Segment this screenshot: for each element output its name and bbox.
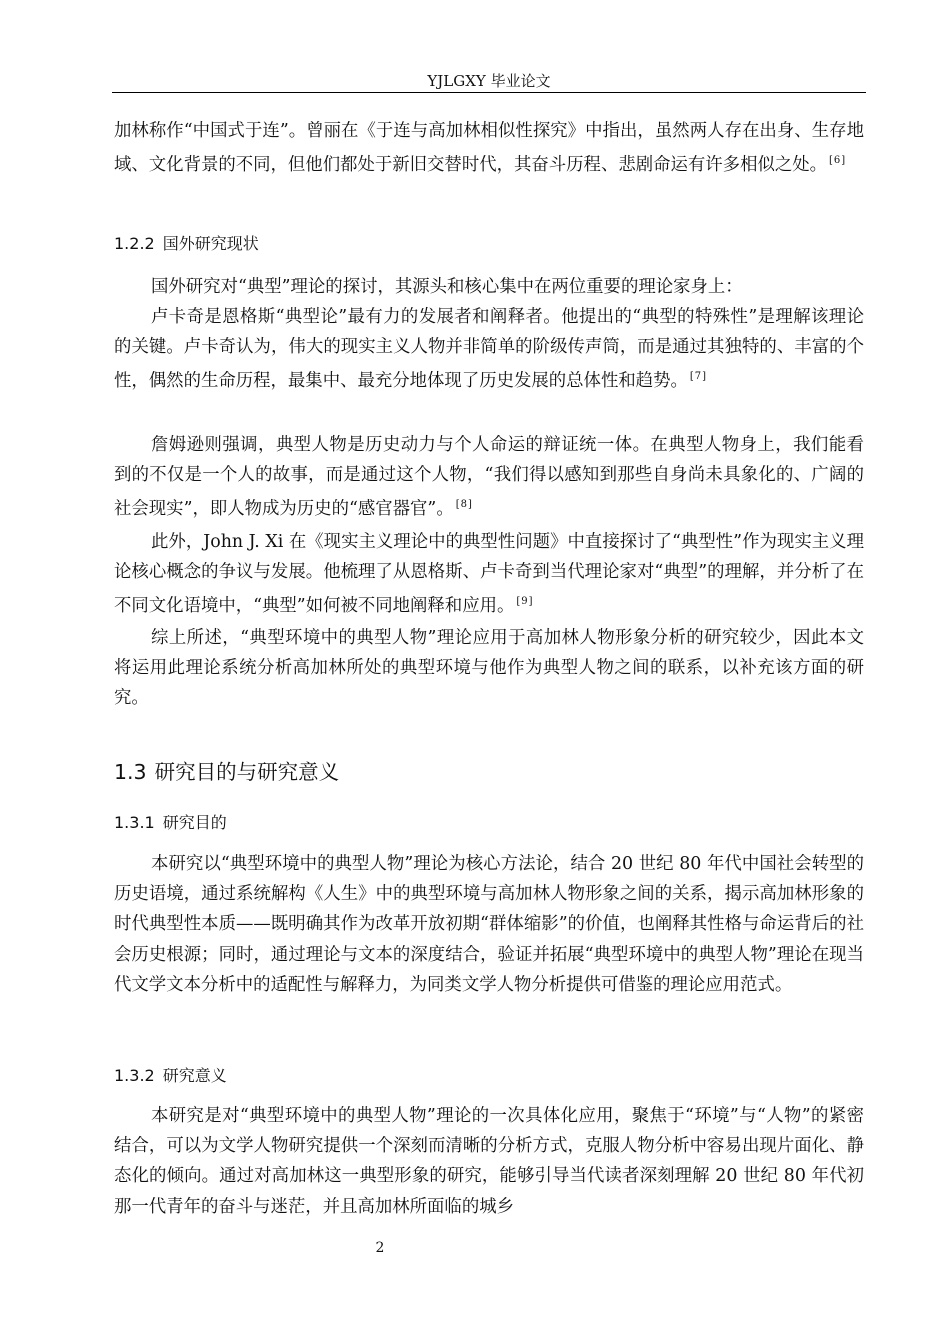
paragraph-text: 国外研究对“典型”理论的探讨，其源头和核心集中在两位重要的理论家身上： xyxy=(151,277,743,297)
section-number: 1.2.2 xyxy=(114,234,155,253)
section-number: 1.3 xyxy=(114,760,147,784)
section-title: 研究目的与研究意义 xyxy=(154,760,340,784)
citation-marker: [6] xyxy=(829,155,847,167)
section-number: 1.3.1 xyxy=(114,813,155,832)
paragraph-foreign-research xyxy=(114,272,864,302)
citation-marker: [7] xyxy=(689,371,708,383)
paragraph-summary xyxy=(114,623,864,714)
section-title: 研究目的 xyxy=(162,813,227,832)
citation-marker: [9] xyxy=(516,596,534,608)
page-number: 2 xyxy=(375,1240,385,1256)
paragraph-research-purpose xyxy=(114,849,864,1000)
paragraph-text: 加林称作“中国式于连”。曾丽在《于连与高加林相似性探究》中指出，虽然两人存在出身、生存地域、文化背景的不同，但他们都处于新旧交替时代，其奋斗历程、悲剧命运有许多相似之处。 xyxy=(114,121,864,176)
paragraph-text: 综上所述，“典型环境中的典型人物”理论应用于高加林人物形象分析的研究较少，因此本文将运用此理论系统分析高加林所处的典型环境与他作为典型人物之间的联系，以补充该方面的研究。 xyxy=(114,628,864,709)
section-heading-1-3-2 xyxy=(114,1065,227,1087)
section-heading-1-3 xyxy=(114,758,339,786)
section-heading-1-2-2 xyxy=(114,233,259,255)
paragraph-text: 本研究以“典型环境中的典型人物”理论为核心方法论，结合 20 世纪 80 年代中国社会转型的历史语境，通过系统解构《人生》中的典型环境与高加林人物形象之间的关系，揭示高加林形象的时代典型性本质——既明确其作为改革开放初期“群体缩影”的价值，也阐释其性格与命运背后的社会历史根源；同时，通过理论与文本的深度结合，验证并拓展“典型环境中的典型人物”理论在现当代文学文本分析中的适配性与解释力，为同类文学人物分析提供可借鉴的理论应用范式。 xyxy=(114,854,864,995)
page-header-title: YJLGXY 毕业论文 xyxy=(427,72,551,90)
paragraph-text: 此外，John J. Xi 在《现实主义理论中的典型性问题》中直接探讨了“典型性”作为现实主义理论核心概念的争议与发展。他梳理了从恩格斯、卢卡奇到当代理论家对“典型”的理解，并分析了在不同文化语境中，“典型”如何被不同地阐释和应用。 xyxy=(114,532,864,617)
citation-marker: [8] xyxy=(455,499,473,511)
section-number: 1.3.2 xyxy=(114,1066,155,1085)
paragraph-text: 詹姆逊则强调，典型人物是历史动力与个人命运的辩证统一体。在典型人物身上，我们能看到的不仅是一个人的故事，而是通过这个人物，“我们得以感知到那些自身尚未具象化的、广阔的社会现实”，即人物成为历史的“感官器官”。 xyxy=(114,435,864,520)
paragraph-intro xyxy=(114,116,864,180)
section-title: 研究意义 xyxy=(162,1066,227,1085)
section-title: 国外研究现状 xyxy=(162,234,259,253)
paragraph-research-significance xyxy=(114,1101,864,1222)
paragraph-text: 本研究是对“典型环境中的典型人物”理论的一次具体化应用，聚焦于“环境”与“人物”的紧密结合，可以为文学人物研究提供一个深刻而清晰的分析方式，克服人物分析中容易出现片面化、静态化的倾向。通过对高加林这一典型形象的研究，能够引导当代读者深刻理解 20 世纪 80 年代初那一代青年的奋斗与迷茫，并且高加林所面临的城乡 xyxy=(114,1106,864,1217)
paragraph-lukacs xyxy=(114,302,864,397)
section-heading-1-3-1 xyxy=(114,812,227,834)
paragraph-john-xi xyxy=(114,527,864,622)
paragraph-jameson xyxy=(114,430,864,525)
header-divider xyxy=(112,92,866,93)
paragraph-text: 卢卡奇是恩格斯“典型论”最有力的发展者和阐释者。他提出的“典型的特殊性”是理解该理论的关键。卢卡奇认为，伟大的现实主义人物并非简单的阶级传声筒，而是通过其独特的、丰富的个性，偶然的生命历程，最集中、最充分地体现了历史发展的总体性和趋势。 xyxy=(114,307,864,392)
